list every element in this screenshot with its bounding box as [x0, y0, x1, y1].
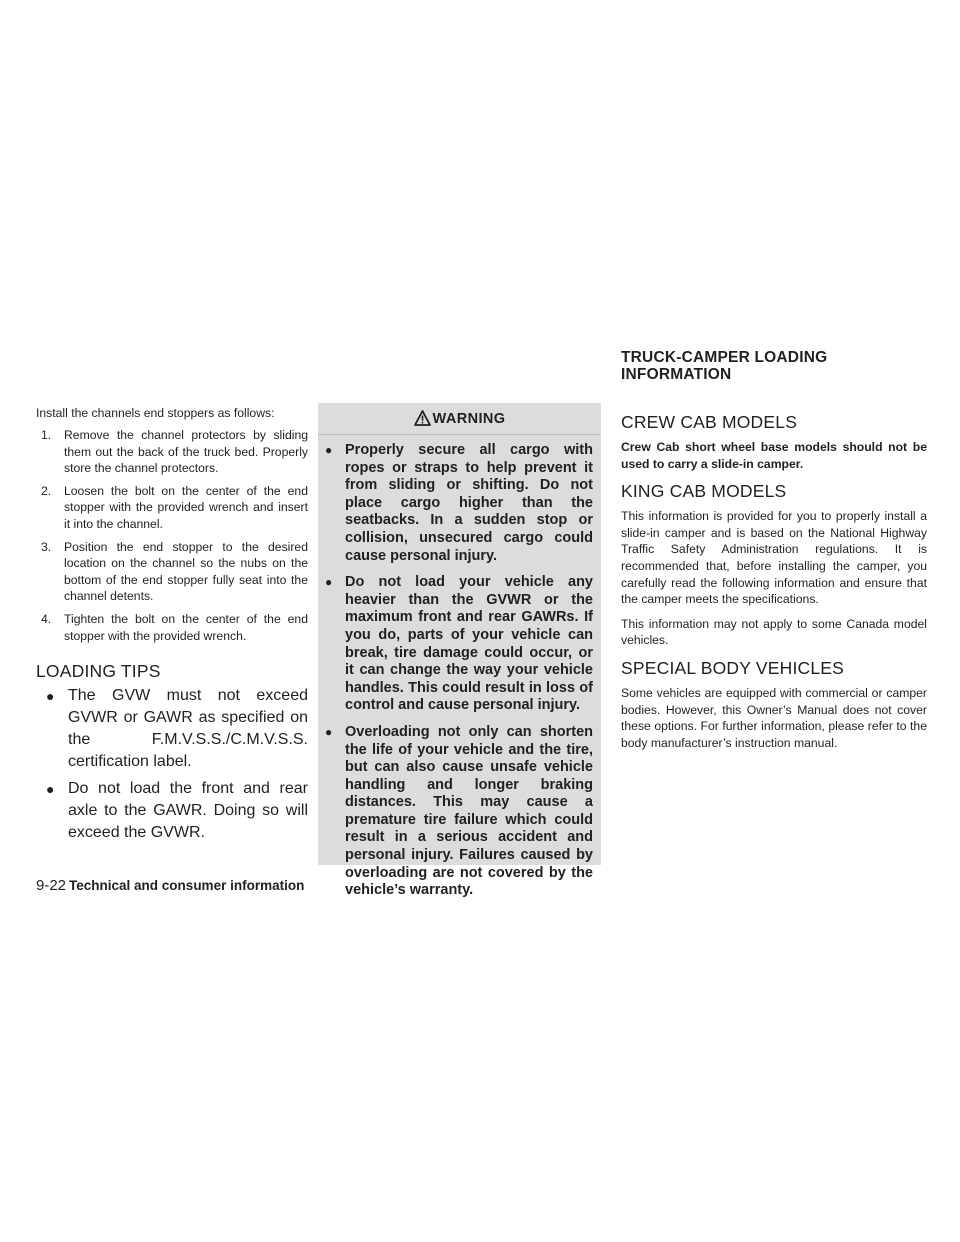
bullet-icon: ●: [46, 688, 55, 705]
warning-item-text: Overloading not only can shorten the life of your vehicle and the tire, but can also cause unsafe vehicle handling and longer braking distances. This may cause a premature tire failure which could result in a serious accident and personal injury. Failures caused by overloading are not covered by the vehicle’s warranty.: [345, 723, 593, 899]
step-text: Tighten the bolt on the center of the end stopper with the provided wrench.: [64, 611, 308, 643]
warning-item-text: Do not load your vehicle any heavier than the GVWR or the maximum front and rear GAWRs. If you do, parts of your vehicle can break, tire damage could occur, or it can change the way your vehicle handles. This could result in loss of control and cause personal injury.: [345, 574, 593, 714]
page-footer: [36, 877, 304, 895]
crew-cab-heading: CREW CAB MODELS: [621, 412, 798, 432]
crew-cab-text: Crew Cab short wheel base models should not be used to carry a slide-in camper.: [621, 440, 927, 471]
section-title: [621, 349, 927, 383]
list-item: [36, 483, 308, 533]
warning-list: [325, 442, 593, 900]
step-number: 1.: [41, 428, 52, 442]
list-item: [325, 724, 593, 900]
special-body-text: Some vehicles are equipped with commercial or camper bodies. However, this Owner’s Manual does not cover these options. For further information, please refer to the body manufacturer’s instruction manual.: [621, 685, 927, 750]
right-column: [621, 349, 927, 759]
section-title-line2: INFORMATION: [621, 366, 732, 383]
list-item: [36, 778, 308, 844]
install-intro-text: Install the channels end stoppers as follows:: [36, 406, 275, 420]
chapter-name: Technical and consumer information: [69, 878, 305, 893]
loading-tips-heading: LOADING TIPS: [36, 661, 161, 682]
bullet-icon: ●: [325, 724, 333, 739]
tip-text: Do not load the front and rear axle to the GAWR. Doing so will exceed the GVWR.: [68, 780, 308, 842]
bullet-icon: ●: [325, 575, 333, 590]
list-item: [325, 574, 593, 715]
bullet-icon: ●: [325, 443, 333, 457]
king-cab-paragraph-1: This information is provided for you to properly install a slide-in camper and is based on the National Highway Traffic Safety Administration regulations. It is recommended that, before installing the camper, you carefully read the following information and ensure that the camper meets the specifications.: [621, 509, 927, 607]
warning-header: [318, 408, 601, 435]
list-item: [36, 685, 308, 773]
warning-triangle-icon: [414, 411, 433, 427]
middle-column: [318, 403, 601, 899]
step-number: 2.: [41, 483, 52, 498]
step-text: Remove the channel protectors by sliding them out the back of the truck bed. Properly store the channel protectors.: [64, 428, 308, 476]
king-cab-heading: KING CAB MODELS: [621, 481, 787, 502]
tip-text: The GVW must not exceed GVWR or GAWR as specified on the F.M.V.S.S./C.M.V.S.S. certification label.: [68, 687, 308, 771]
warning-title: WARNING: [432, 411, 506, 427]
step-number: 3.: [41, 539, 52, 554]
section-title-line1: TRUCK-CAMPER LOADING: [621, 349, 828, 366]
loading-tips-list: [36, 685, 308, 844]
warning-item-text: Properly secure all cargo with ropes or straps to help prevent it from sliding or shifting. Do not place cargo higher than the seatbacks. In a sudden stop or collision, unsecured cargo could cause personal injury.: [345, 442, 593, 564]
step-text: Position the end stopper to the desired location on the channel so the nubs on the bottom of the end stopper fully seat into the channel detents.: [64, 539, 308, 604]
king-cab-paragraph-2: This information may not apply to some Canada model vehicles.: [621, 616, 927, 648]
install-steps-list: [36, 427, 308, 644]
page-number: 9-22: [36, 877, 67, 894]
bullet-icon: ●: [46, 781, 55, 798]
step-number: 4.: [41, 611, 52, 626]
list-item: [325, 442, 593, 565]
list-item: [36, 427, 308, 477]
step-text: Loosen the bolt on the center of the end stopper with the provided wrench and insert it into the channel.: [64, 483, 308, 531]
list-item: [36, 611, 308, 644]
left-column: [36, 405, 308, 849]
list-item: [36, 539, 308, 605]
warning-box: [318, 403, 601, 899]
special-body-heading: SPECIAL BODY VEHICLES: [621, 657, 845, 678]
